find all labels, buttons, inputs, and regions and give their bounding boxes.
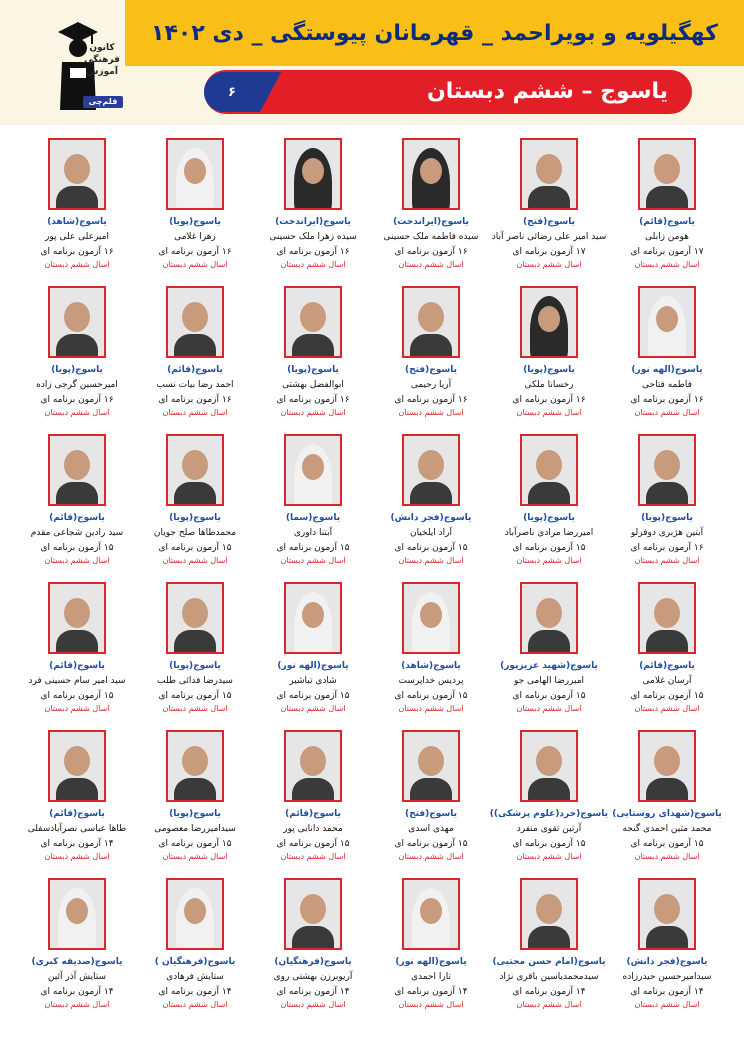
student-name: سیده فاطمه ملک حسینی (383, 232, 479, 242)
student-exam-count: ۱۵ آزمون برنامه ای (630, 839, 704, 849)
student-exam-count: ۱۵ آزمون برنامه ای (276, 691, 350, 701)
face-shape (64, 302, 90, 332)
student-exam-count: ۱۶ آزمون برنامه ای (512, 395, 586, 405)
face-shape (184, 898, 206, 924)
shoulders-shape (410, 334, 452, 358)
face-shape (182, 450, 208, 480)
face-shape (654, 450, 680, 480)
student-exam-count: ۱۵ آزمون برنامه ای (158, 839, 232, 849)
student-name: سیدامیررضا معصومی (154, 824, 236, 834)
title-bar (125, 0, 744, 66)
shoulders-shape (646, 778, 688, 802)
student-name: رخسانا ملکی (524, 380, 574, 390)
student-exam-count: ۱۵ آزمون برنامه ای (276, 839, 350, 849)
logo-line-1: کانون (89, 43, 115, 53)
student-photo (638, 138, 696, 210)
student-photo (402, 286, 460, 358)
student-photo (284, 730, 342, 802)
student-grade: اسال ششم دبستان (44, 1000, 110, 1009)
student-card (490, 576, 608, 724)
student-card (18, 280, 136, 428)
shoulders-shape (410, 778, 452, 802)
student-name: ستایش آذر آئین (47, 972, 107, 982)
face-shape (654, 598, 680, 628)
student-photo (166, 286, 224, 358)
student-school: یاسوج(قائم) (285, 809, 341, 819)
student-school: یاسوج(صدیقه کبری) (31, 957, 123, 967)
student-name: مهدی اسدی (408, 824, 454, 834)
student-grade: اسال ششم دبستان (516, 852, 582, 861)
student-name: آراد ایلخیان (409, 528, 453, 538)
student-photo (166, 434, 224, 506)
student-exam-count: ۱۴ آزمون برنامه ای (630, 987, 704, 997)
student-card (372, 724, 490, 872)
shoulders-shape (56, 778, 98, 802)
student-name: شادی تباشیر (289, 676, 337, 686)
student-grade: اسال ششم دبستان (280, 408, 346, 417)
student-grade: اسال ششم دبستان (634, 1000, 700, 1009)
face-shape (536, 154, 562, 184)
student-exam-count: ۱۵ آزمون برنامه ای (394, 839, 468, 849)
student-grade: اسال ششم دبستان (398, 408, 464, 417)
student-photo (520, 286, 578, 358)
face-shape (654, 894, 680, 924)
face-shape (302, 454, 324, 480)
logo-text (76, 42, 128, 78)
student-exam-count: ۱۷ آزمون برنامه ای (630, 247, 704, 257)
face-shape (656, 306, 678, 332)
student-school: یاسوج(الهه نور) (395, 957, 467, 967)
student-school: یاسوج(قائم) (49, 661, 105, 671)
student-name: محمد دانایی پور (283, 824, 343, 834)
student-school: یاسوج(پویا) (641, 513, 693, 523)
student-grade: اسال ششم دبستان (398, 852, 464, 861)
students-grid (18, 132, 726, 1020)
student-school: یاسوج(قائم) (639, 661, 695, 671)
student-exam-count: ۱۶ آزمون برنامه ای (40, 395, 114, 405)
student-card (608, 724, 726, 872)
student-grade: اسال ششم دبستان (162, 556, 228, 565)
page-title: کهگیلویه و بویراحمد _ قهرمانان پیوستگی _ دی ۱۴۰۲ (151, 20, 718, 46)
student-card (18, 132, 136, 280)
student-name: احمد رضا بیات نسب (156, 380, 234, 390)
student-exam-count: ۱۴ آزمون برنامه ای (394, 987, 468, 997)
student-school: یاسوج(پویا) (523, 513, 575, 523)
student-card (490, 724, 608, 872)
student-school: یاسوج(پویا) (169, 809, 221, 819)
student-photo (402, 730, 460, 802)
student-grade: اسال ششم دبستان (516, 260, 582, 269)
student-name: آریوبرزن بهشتی روی (273, 972, 353, 982)
student-grade: اسال ششم دبستان (44, 704, 110, 713)
student-grade: اسال ششم دبستان (44, 852, 110, 861)
student-school: یاسوج(قائم) (167, 365, 223, 375)
face-shape (182, 302, 208, 332)
student-exam-count: ۱۵ آزمون برنامه ای (512, 543, 586, 553)
student-exam-count: ۱۴ آزمون برنامه ای (158, 987, 232, 997)
student-exam-count: ۱۵ آزمون برنامه ای (40, 543, 114, 553)
student-school: یاسوج(ایراندخت) (275, 217, 351, 227)
face-shape (654, 746, 680, 776)
student-exam-count: ۱۵ آزمون برنامه ای (158, 543, 232, 553)
face-shape (64, 598, 90, 628)
student-school: یاسوج(خرد(علوم پزشکی)) (489, 809, 608, 819)
student-grade: اسال ششم دبستان (162, 260, 228, 269)
student-grade: اسال ششم دبستان (634, 852, 700, 861)
face-shape (300, 894, 326, 924)
shoulders-shape (56, 334, 98, 358)
student-name: امیررضا مرادی ناصرآباد (504, 528, 594, 538)
student-exam-count: ۱۵ آزمون برنامه ای (40, 691, 114, 701)
student-photo (166, 878, 224, 950)
student-card (254, 428, 372, 576)
student-name: سید امیر سام حسینی فرد (28, 676, 126, 686)
face-shape (66, 898, 88, 924)
student-exam-count: ۱۶ آزمون برنامه ای (158, 247, 232, 257)
student-name: طاها عباسی نصرآبادسفلی (27, 824, 127, 834)
student-grade: اسال ششم دبستان (280, 260, 346, 269)
student-name: فاطمه فتاحی (642, 380, 692, 390)
student-grade: اسال ششم دبستان (162, 852, 228, 861)
student-exam-count: ۱۶ آزمون برنامه ای (158, 395, 232, 405)
shoulders-shape (292, 926, 334, 950)
face-shape (654, 154, 680, 184)
student-grade: اسال ششم دبستان (44, 260, 110, 269)
student-grade: اسال ششم دبستان (280, 704, 346, 713)
student-photo (284, 582, 342, 654)
student-grade: اسال ششم دبستان (398, 1000, 464, 1009)
student-card (136, 872, 254, 1020)
student-grade: اسال ششم دبستان (398, 704, 464, 713)
student-exam-count: ۱۶ آزمون برنامه ای (630, 543, 704, 553)
student-grade: اسال ششم دبستان (162, 704, 228, 713)
student-photo (284, 434, 342, 506)
student-card (372, 428, 490, 576)
student-name: سید امیر علی رضائی ناصر آباد (491, 232, 607, 242)
student-school: یاسوج(پویا) (51, 365, 103, 375)
student-exam-count: ۱۵ آزمون برنامه ای (276, 543, 350, 553)
student-name: پردیس خداپرست (398, 676, 464, 686)
student-name: آریا رحیمی (410, 380, 452, 390)
student-name: ستایش فرهادی (166, 972, 224, 982)
student-name: امیرحسین گرجی زاده (36, 380, 118, 390)
student-school: یاسوج(فتح) (404, 809, 458, 819)
face-shape (420, 602, 442, 628)
student-grade: اسال ششم دبستان (162, 408, 228, 417)
student-photo (48, 878, 106, 950)
student-photo (520, 138, 578, 210)
student-photo (402, 878, 460, 950)
shoulders-shape (646, 630, 688, 654)
student-exam-count: ۱۵ آزمون برنامه ای (630, 691, 704, 701)
student-school: یاسوج(الهه نور) (277, 661, 349, 671)
student-name: آرسان غلامی (642, 676, 692, 686)
face-shape (536, 894, 562, 924)
student-name: محمد متین احمدی گنجه (622, 824, 712, 834)
student-exam-count: ۱۵ آزمون برنامه ای (512, 839, 586, 849)
student-name: سیدامیرحسین حیدرزاده (622, 972, 712, 982)
face-shape (418, 450, 444, 480)
student-exam-count: ۱۵ آزمون برنامه ای (394, 691, 468, 701)
shoulders-shape (646, 926, 688, 950)
student-card (608, 428, 726, 576)
student-name: سید رادین شجاعی مقدم (30, 528, 124, 538)
student-school: یاسوج(سما) (285, 513, 341, 523)
page-subtitle: یاسوج – ششم دبستان (426, 79, 668, 104)
student-name: محمدطاها صلح جویان (153, 528, 237, 538)
student-name: زهرا غلامی (174, 232, 216, 242)
logo-line-3: آموزش (86, 67, 118, 77)
student-grade: اسال ششم دبستان (516, 408, 582, 417)
face-shape (420, 158, 442, 184)
student-card (372, 280, 490, 428)
shoulders-shape (646, 482, 688, 506)
student-name: سیدرضا فدائی طلب (157, 676, 233, 686)
student-school: یاسوج(شاهد) (401, 661, 461, 671)
student-card (608, 280, 726, 428)
student-photo (520, 582, 578, 654)
student-grade: اسال ششم دبستان (516, 704, 582, 713)
student-grade: اسال ششم دبستان (398, 556, 464, 565)
student-school: یاسوج(شهدای روستایی) (612, 809, 722, 819)
student-photo (48, 730, 106, 802)
student-name: آبتنا داوری (293, 528, 333, 538)
student-name: امیررضا الهامی جو (513, 676, 585, 686)
student-card (136, 428, 254, 576)
shoulders-shape (56, 482, 98, 506)
student-photo (48, 138, 106, 210)
student-exam-count: ۱۴ آزمون برنامه ای (512, 987, 586, 997)
student-school: یاسوج(قائم) (639, 217, 695, 227)
face-shape (300, 746, 326, 776)
shoulders-shape (292, 334, 334, 358)
student-card (18, 428, 136, 576)
shoulders-shape (292, 778, 334, 802)
shoulders-shape (56, 630, 98, 654)
face-shape (300, 302, 326, 332)
student-photo (638, 582, 696, 654)
student-exam-count: ۱۶ آزمون برنامه ای (394, 247, 468, 257)
student-exam-count: ۱۶ آزمون برنامه ای (276, 395, 350, 405)
student-school: یاسوج(فجر دانش) (626, 957, 708, 967)
student-exam-count: ۱۴ آزمون برنامه ای (40, 987, 114, 997)
student-grade: اسال ششم دبستان (280, 556, 346, 565)
student-card (608, 576, 726, 724)
student-grade: اسال ششم دبستان (634, 408, 700, 417)
student-exam-count: ۱۶ آزمون برنامه ای (40, 247, 114, 257)
student-name: آرتین تقوی منفرد (516, 824, 582, 834)
face-shape (536, 598, 562, 628)
student-card (372, 872, 490, 1020)
student-school: یاسوج(ایراندخت) (393, 217, 469, 227)
student-exam-count: ۱۴ آزمون برنامه ای (40, 839, 114, 849)
face-shape (418, 746, 444, 776)
student-card (490, 132, 608, 280)
student-exam-count: ۱۵ آزمون برنامه ای (394, 543, 468, 553)
student-school: یاسوج(قائم) (49, 513, 105, 523)
shoulders-shape (174, 630, 216, 654)
student-school: یاسوج(فرهنگیان ) (154, 957, 236, 967)
student-card (136, 724, 254, 872)
face-shape (538, 306, 560, 332)
student-card (254, 872, 372, 1020)
student-exam-count: ۱۵ آزمون برنامه ای (158, 691, 232, 701)
student-photo (402, 582, 460, 654)
student-card (254, 132, 372, 280)
student-name: سیدمحمدیاسین باقری نژاد (499, 972, 599, 982)
face-shape (302, 602, 324, 628)
student-grade: اسال ششم دبستان (44, 408, 110, 417)
student-photo (48, 286, 106, 358)
student-photo (402, 434, 460, 506)
student-card (254, 280, 372, 428)
face-shape (420, 898, 442, 924)
student-photo (166, 138, 224, 210)
shoulders-shape (174, 482, 216, 506)
student-photo (48, 434, 106, 506)
student-exam-count: ۱۶ آزمون برنامه ای (276, 247, 350, 257)
page-number: ۶ (204, 72, 260, 112)
student-photo (284, 138, 342, 210)
student-card (136, 576, 254, 724)
student-grade: اسال ششم دبستان (634, 260, 700, 269)
face-shape (536, 450, 562, 480)
student-grade: اسال ششم دبستان (162, 1000, 228, 1009)
shoulders-shape (528, 778, 570, 802)
student-card (136, 132, 254, 280)
student-name: تارا احمدی (411, 972, 451, 982)
shoulders-shape (528, 630, 570, 654)
student-exam-count: ۱۵ آزمون برنامه ای (512, 691, 586, 701)
shoulders-shape (174, 334, 216, 358)
student-name: ابوالفضل بهشتی (282, 380, 344, 390)
student-exam-count: ۱۶ آزمون برنامه ای (630, 395, 704, 405)
student-card (18, 872, 136, 1020)
student-card (18, 724, 136, 872)
student-photo (638, 878, 696, 950)
student-photo (402, 138, 460, 210)
student-grade: اسال ششم دبستان (280, 1000, 346, 1009)
face-shape (302, 158, 324, 184)
student-photo (520, 434, 578, 506)
student-name: هومن زابلی (645, 232, 689, 242)
student-photo (638, 730, 696, 802)
student-card (490, 280, 608, 428)
student-school: یاسوج(فجر دانش) (390, 513, 472, 523)
student-name: سیده زهرا ملک حسینی (269, 232, 357, 242)
student-name: آبتین هژبری دوقزلو (630, 528, 704, 538)
student-photo (166, 582, 224, 654)
student-exam-count: ۱۷ آزمون برنامه ای (512, 247, 586, 257)
face-shape (536, 746, 562, 776)
student-school: یاسوج(پویا) (523, 365, 575, 375)
student-school: یاسوج(الهه نور) (631, 365, 703, 375)
student-grade: اسال ششم دبستان (44, 556, 110, 565)
student-card (136, 280, 254, 428)
student-school: یاسوج(پویا) (169, 217, 221, 227)
face-shape (182, 746, 208, 776)
shoulders-shape (528, 186, 570, 210)
logo-line-2: فرهنگی (84, 55, 120, 65)
student-photo (520, 730, 578, 802)
face-shape (184, 158, 206, 184)
student-photo (48, 582, 106, 654)
logo-tag: قلم‌چی (83, 96, 123, 108)
student-exam-count: ۱۶ آزمون برنامه ای (394, 395, 468, 405)
student-photo (166, 730, 224, 802)
student-photo (638, 434, 696, 506)
face-shape (64, 450, 90, 480)
student-grade: اسال ششم دبستان (634, 556, 700, 565)
student-card (254, 576, 372, 724)
student-card (372, 576, 490, 724)
shoulders-shape (528, 926, 570, 950)
student-photo (284, 878, 342, 950)
shoulders-shape (56, 186, 98, 210)
student-school: یاسوج(شهید عزیزپور) (500, 661, 598, 671)
student-school: یاسوج(پویا) (287, 365, 339, 375)
student-grade: اسال ششم دبستان (398, 260, 464, 269)
student-school: یاسوج(قائم) (49, 809, 105, 819)
student-grade: اسال ششم دبستان (516, 1000, 582, 1009)
shoulders-shape (410, 482, 452, 506)
student-school: یاسوج(فتح) (522, 217, 576, 227)
student-grade: اسال ششم دبستان (516, 556, 582, 565)
student-card (18, 576, 136, 724)
student-grade: اسال ششم دبستان (280, 852, 346, 861)
student-photo (520, 878, 578, 950)
student-school: یاسوج(شاهد) (47, 217, 107, 227)
student-card (254, 724, 372, 872)
student-exam-count: ۱۴ آزمون برنامه ای (276, 987, 350, 997)
student-school: یاسوج(فرهنگیان) (274, 957, 352, 967)
face-shape (182, 598, 208, 628)
student-photo (284, 286, 342, 358)
student-card (372, 132, 490, 280)
student-school: یاسوج(پویا) (169, 513, 221, 523)
shoulders-shape (646, 186, 688, 210)
student-school: یاسوج(امام حسن مجتبی) (492, 957, 606, 967)
face-shape (418, 302, 444, 332)
student-card (490, 428, 608, 576)
student-card (608, 872, 726, 1020)
shoulders-shape (174, 778, 216, 802)
student-grade: اسال ششم دبستان (634, 704, 700, 713)
shoulders-shape (528, 482, 570, 506)
student-photo (638, 286, 696, 358)
student-card (608, 132, 726, 280)
student-school: یاسوج(پویا) (169, 661, 221, 671)
student-school: یاسوج(فتح) (404, 365, 458, 375)
face-shape (64, 154, 90, 184)
face-shape (64, 746, 90, 776)
student-card (490, 872, 608, 1020)
student-name: امیرعلی علی پور (45, 232, 109, 242)
